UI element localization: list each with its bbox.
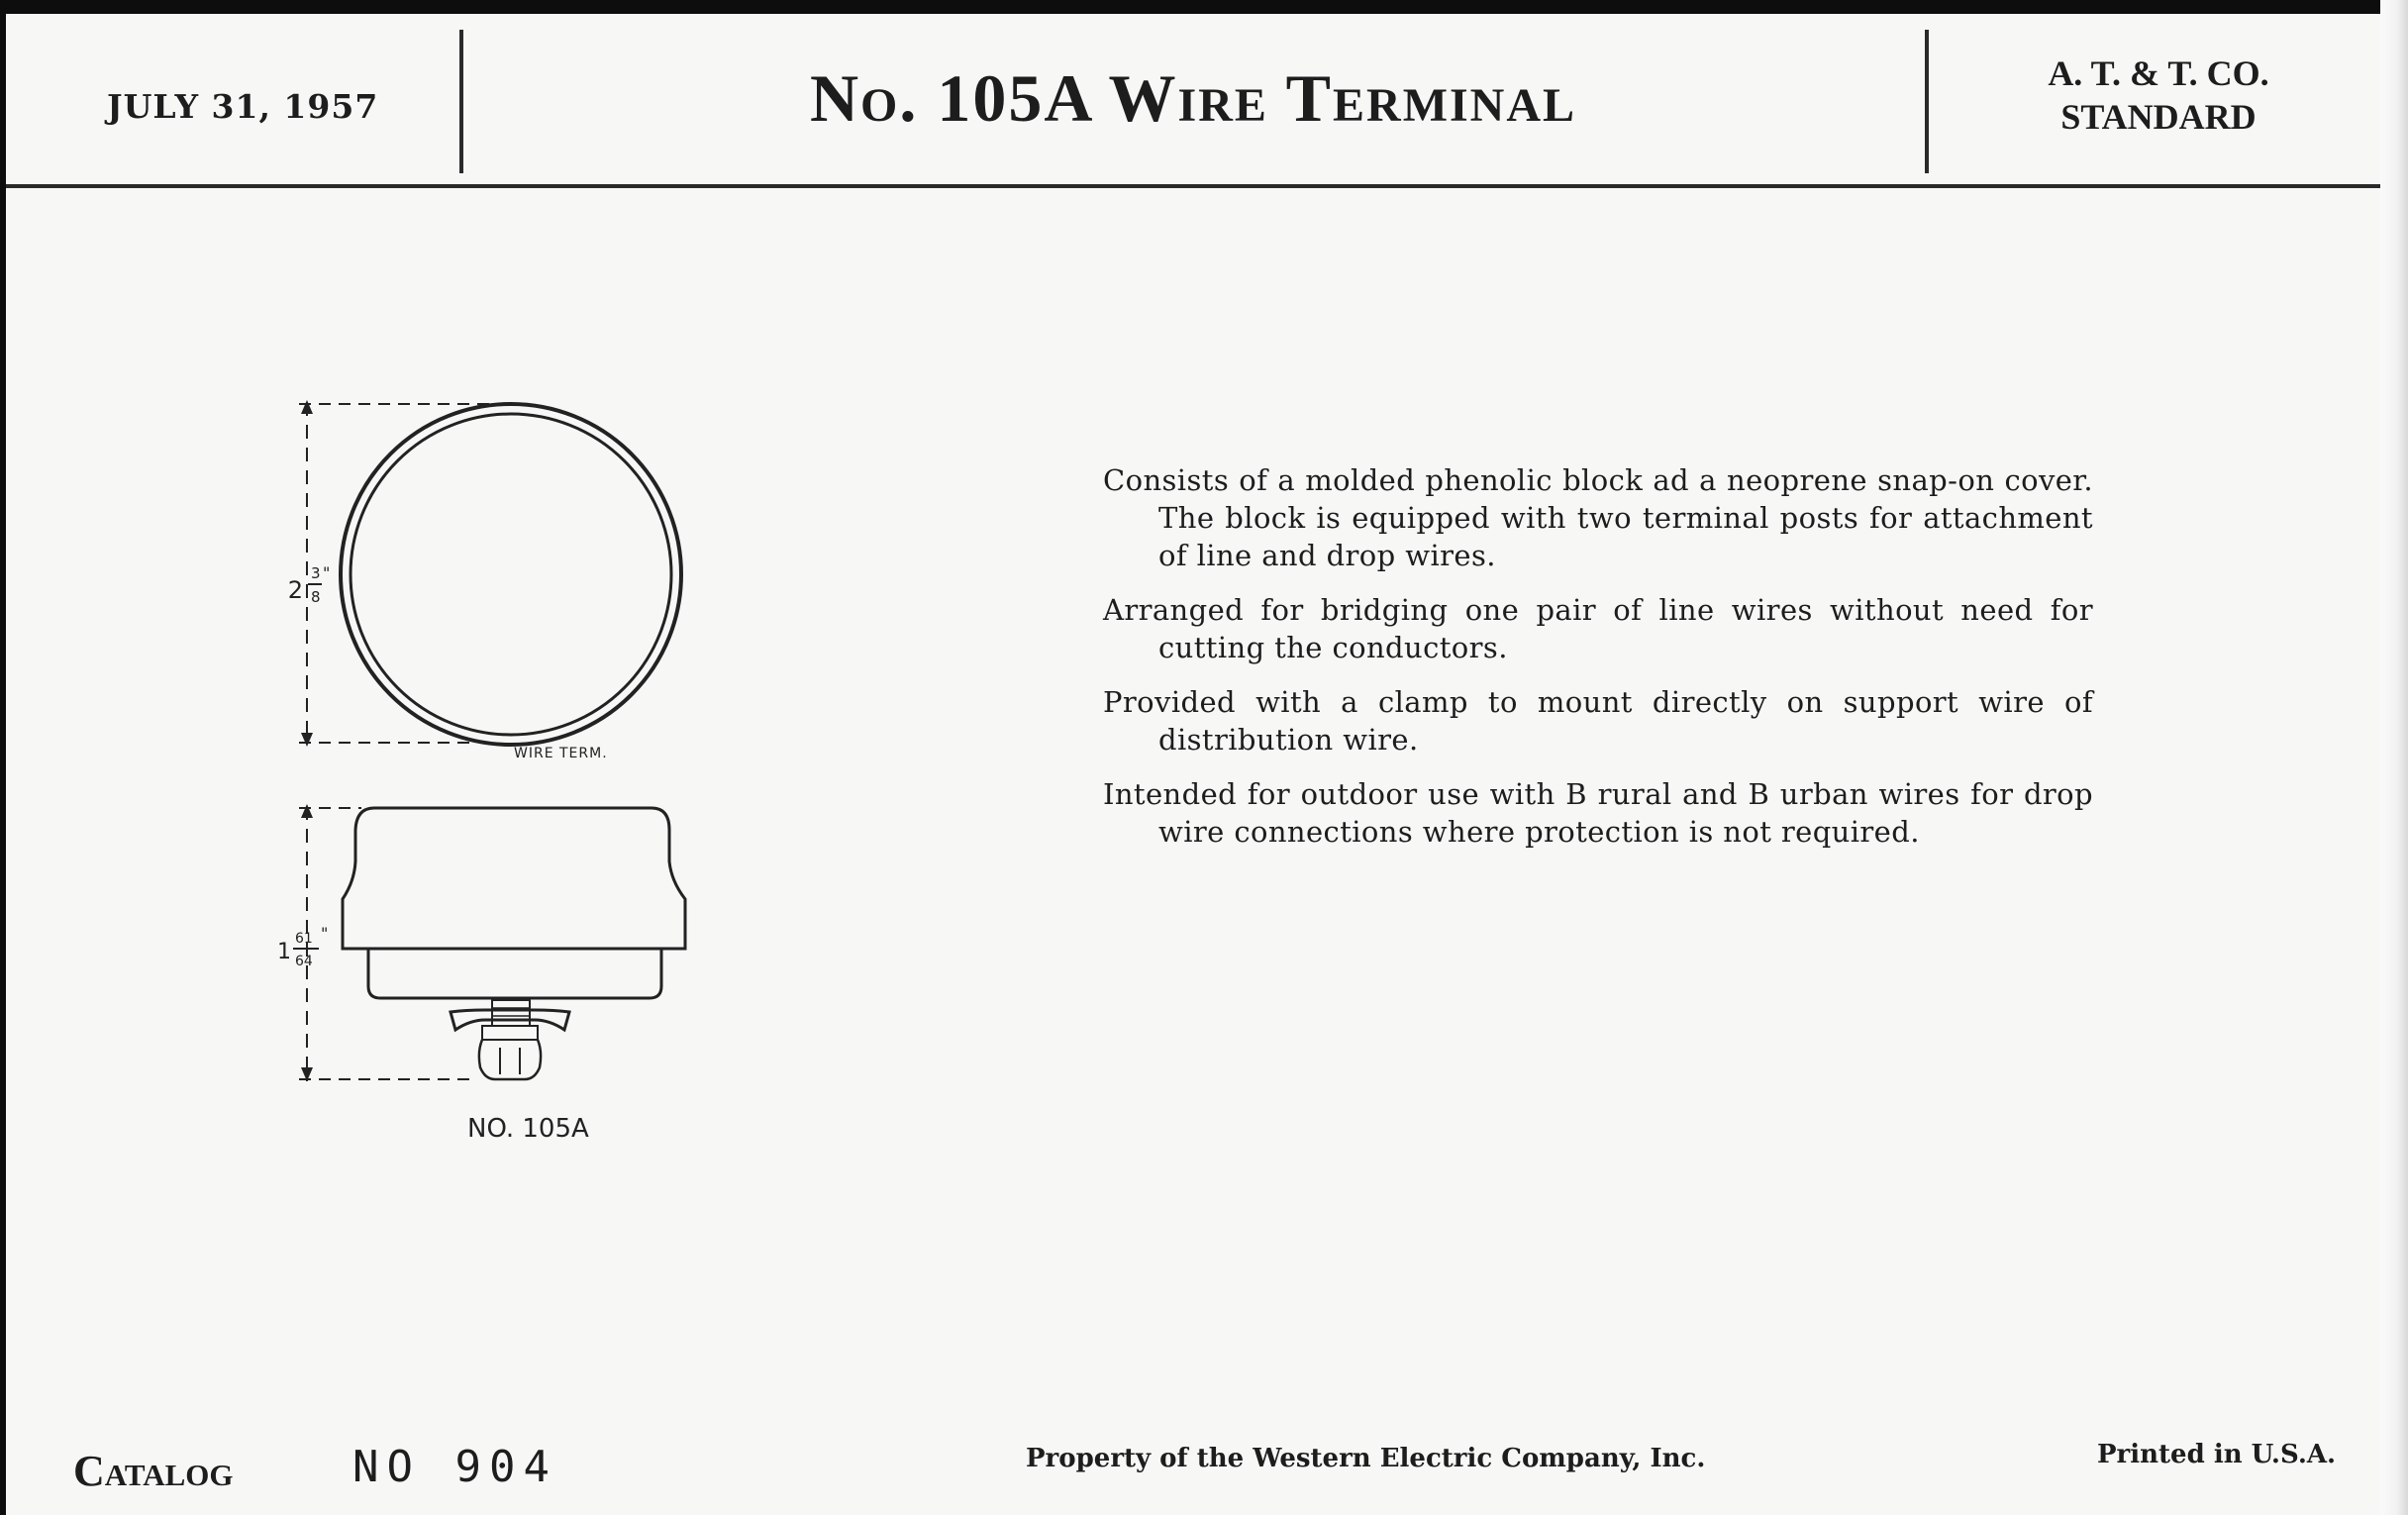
description [1103,461,2093,867]
top-view-dimension-numerator: 3 [311,564,321,582]
header-rule [6,184,2380,188]
drawing-caption: NO. 105A [467,1114,589,1144]
svg-text:": " [321,924,329,943]
description-paragraph: Consists of a molded phenolic block ad a neoprene snap-on cover. The block is equipped with two terminal posts for attachment of line and drop wires. [1103,463,2093,572]
top-view [299,400,681,747]
page-title: No. 105A Wire Terminal [809,60,1577,136]
printed-notice: Printed in U.S.A. [2097,1440,2337,1469]
page-edge [2380,0,2408,1515]
side-view [299,804,685,1081]
property-notice: Property of the Western Electric Company, Inc. [1026,1444,1706,1473]
catalog-label: Catalog [73,1447,234,1495]
description-paragraph: Arranged for bridging one pair of line wires without need for cutting the conductors. [1103,593,2093,664]
svg-text:": " [323,563,331,582]
catalog-number: NO 904 [352,1442,557,1492]
terminal-drawing [267,386,703,1159]
top-view-dimension-whole: 2 [287,576,303,604]
description-paragraph: Provided with a clamp to mount directly on support wire of distribution wire. [1103,685,2093,757]
standard-label: STANDARD [2060,97,2257,137]
description-paragraph: Intended for outdoor use with B rural and B urban wires for drop wire connections where protection is not required. [1103,777,2093,849]
header-divider [1925,30,1929,173]
side-view-dimension-denominator: 64 [295,954,313,969]
side-view-dimension-numerator: 61 [295,931,313,947]
standard-company: A. T. & T. CO. [2048,53,2269,93]
issue-date: JULY 31, 1957 [107,87,379,126]
top-view-dimension-denominator: 8 [311,588,321,606]
standard-block [1931,51,2386,139]
side-view-dimension-whole: 1 [277,940,291,964]
wire-term-label: WIRE TERM. [514,746,608,761]
